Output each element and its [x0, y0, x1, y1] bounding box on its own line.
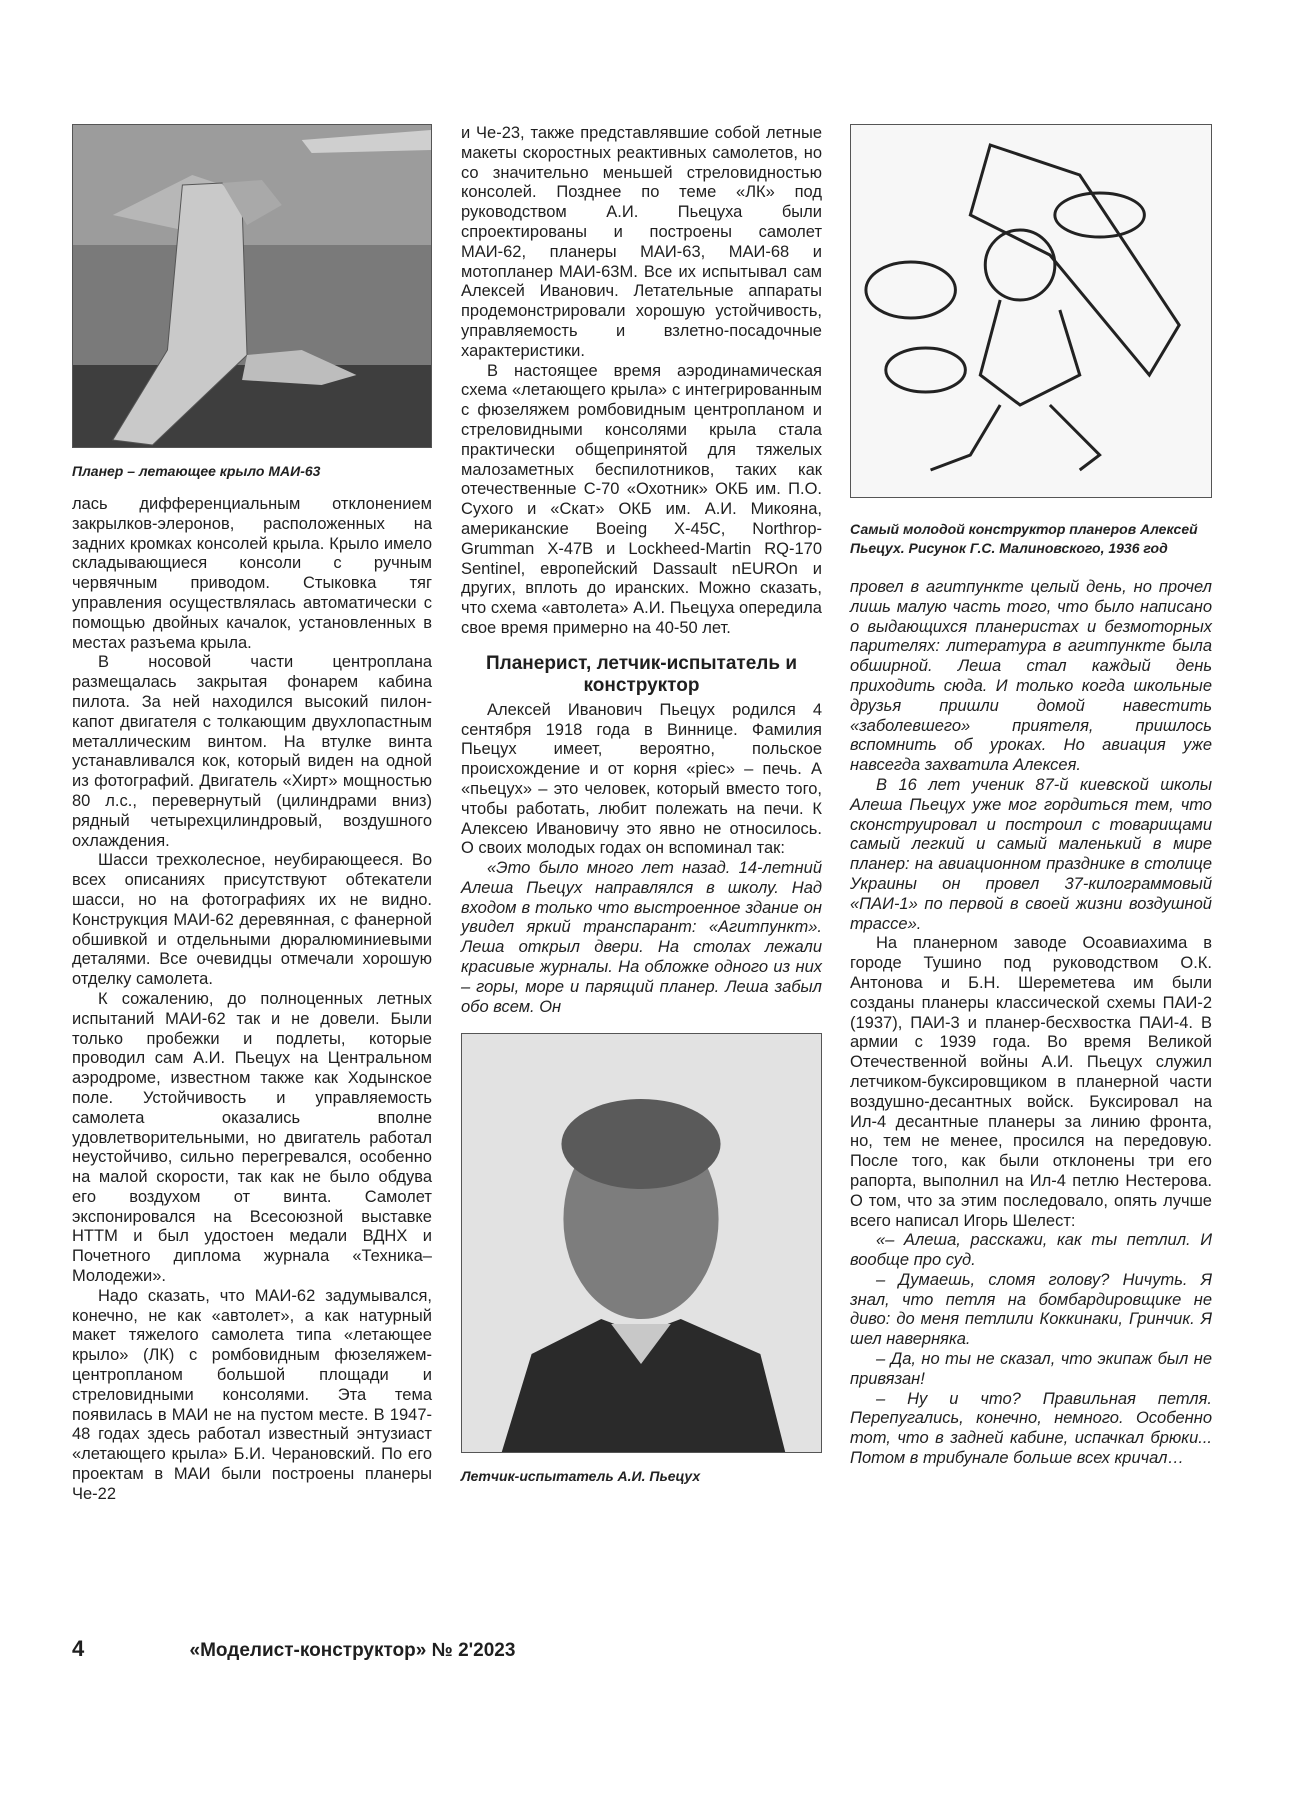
dialog-line: – Да, но ты не сказал, что экипаж был не привязан!: [850, 1350, 1212, 1388]
column-1: [72, 124, 432, 1505]
paragraph: В настоящее время аэродинамическая схема «летающего крыла» с интегрированным с фюзеляжем ромбовидным центропланом и стреловидными консолями крыла стала практически общепринятой для тяжелых малозаметных беспилотников, таких как отечественные С-70 «Охотник» ОКБ им. П.О. Сухого и «Скат» ОКБ им. А.И. Микояна, американские Boeing X-45C, Northrop-Grumman X-47B и Lockheed-Martin RQ-170 Sentinel, европейский Dassault nEUROn и других, вплоть до иранских. Можно сказать, что схема «автолета» А.И. Пьецуха опередила свое время примерно на 40-50 лет.: [461, 361, 822, 637]
paragraph: К сожалению, до полноценных летных испытаний МАИ-62 так и не довели. Были только пробежки и подлеты, которые проводил сам А.И. Пьецух на Центральном аэродроме, известном также как Ходынское поле. Устойчивость и управляемость самолета оказались вполне удовлетворительными, но двигатель работал неустойчиво, сильно перегревался, особенно на малой скорости, так как не было обдува его воздухом от винта. Самолет экспонировался на Всесоюзной выставке НТТМ и был удостоен медали ВДНХ и Почетного диплома журнала «Техника–Молодежи».: [72, 989, 432, 1286]
drawing-sketch: [851, 125, 1211, 497]
paragraph: На планерном заводе Осоавиахима в городе Тушино под руководством О.К. Антонова и Б.Н. Шереметева им были созданы планеры классической схемы ПАИ-2 (1937), ПАИ-3 и планер-бесхвостка ПАИ-4. В армии с 1939 года. Во время Великой Отечественной войны А.И. Пьецух служил летчиком-буксировщиком в планерной части воздушно-десантных войск. Буксировал на Ил-4 десантные планеры за линию фронта, но, тем не менее, просился на передовую. После того, как были отклонены три его рапорта, выполнил на Ил-4 петлю Нестерова. О том, что за этим последовало, опять лучше всего написал Игорь Шелест:: [850, 934, 1212, 1230]
column-2-quote: [461, 859, 822, 1017]
portrait-caption: Летчик-испытатель А.И. Пьецух: [461, 1468, 701, 1485]
paragraph: лась дифференциальным отклонением закрылков-элеронов, расположенных на задних кромках консолей крыла. Крыло имело складывающиеся консоли с ручным червячным приводом. Стыковка тяг управления осуществлялась автоматически с помощью двойных качалок, установленных в местах разъема крыла.: [72, 495, 432, 652]
glider-photo-image: [73, 125, 431, 447]
quote-paragraph: «Это было много лет назад. 14-летний Алеша Пьецух направлялся в школу. Над входом в только что выстроенное здание он увидел яркий транспарант: «Агитпункт». Леша открыл двери. На столах лежали красивые журналы. На обложке одного из них – горы, море и парящий планер. Леша забыл обо всем. Он: [461, 859, 822, 1016]
dialog-line: – Думаешь, сломя голову? Ничуть. Я знал, что петля на бомбардировщике не диво: до меня петлили Коккинаки, Гринчик. Я шел наверняка.: [850, 1270, 1212, 1349]
portrait-photo: [461, 1033, 822, 1453]
magazine-title: «Моделист-конструктор» № 2'2023: [189, 1640, 516, 1661]
paragraph: и Че-23, также представлявшие собой летные макеты скоростных реактивных самолетов, но со значительно меньшей стреловидностью консолей. Позднее по теме «ЛК» под руководством А.И. Пьецуха были спроектированы и построены самолет МАИ-62, планеры МАИ-63, МАИ-68 и мотопланер МАИ-63М. Все их испытывал сам Алексей Иванович. Летательные аппараты продемонстрировали хорошую устойчивость, управляемость и взлетно-посадочные характеристики.: [461, 124, 822, 360]
column-3-dialog: [850, 1231, 1212, 1469]
paragraph: Алексей Иванович Пьецух родился 4 сентября 1918 года в Виннице. Фамилия Пьецух имеет, вероятно, польское происхождение и от корня «piec» – печь. А «пьецух» – это человек, который вместо того, чтобы работать, любит полежать на печи. К Алексею Ивановичу это явно не относилось. О своих молодых годах он вспоминал так:: [461, 700, 822, 858]
quote-paragraph: провел в агитпункте целый день, но прочел лишь малую часть того, что было написано о выдающихся планеристах и безмоторных парителях: литература в агитпункте была обширной. Леша стал каждый день приходить сюда. И только когда школьные друзья пришли домой навестить «заболевшего» приятеля, пришлось вспомнить об уроках. Но авиация уже навсегда захватила Алексея.: [850, 578, 1212, 775]
quote-paragraph: В 16 лет ученик 87-й киевской школы Алеша Пьецух уже мог гордиться тем, что сконструировал и построил с товарищами самый легкий и самый маленький в мире планер: на авиационном празднике в столице Украины он провел 37-килограммовый «ПАИ-1» по первой в своей жизни воздушной трассе».: [850, 775, 1212, 933]
column-2-bio: [461, 701, 822, 859]
column-3-text: [850, 934, 1212, 1231]
page-footer: [72, 1636, 772, 1662]
dialog-line: – Ну и что? Правильная петля. Перепугались, конечно, немного. Особенно тот, что в задней кабине, испачкал брюки... Потом в трибунале больше всех кричал…: [850, 1389, 1212, 1468]
column-3-quote: [850, 578, 1212, 934]
page-number: 4: [72, 1636, 85, 1661]
drawing-image: [850, 124, 1212, 498]
paragraph: Шасси трехколесное, неубирающееся. Во всех описаниях присутствуют обтекатели шасси, но на фотографиях их не видно. Конструкция МАИ-62 деревянная, с фанерной обшивкой и отдельными дюралюминиевыми деталями. Все очевидцы отмечали хорошую отделку самолета.: [72, 851, 432, 989]
portrait-photo-image: [462, 1034, 821, 1452]
column-2: [461, 124, 822, 1500]
column-1-text: [72, 495, 432, 1505]
paragraph: В носовой части центроплана размещалась закрытая фонарем кабина пилота. За ней находился высокий пилон-капот двигателя с толкающим двухлопастным металлическим винтом. На втулке винта устанавливался кок, который виден на одной из фотографий. Двигатель «Хирт» мощностью 80 л.с., перевернутый (цилиндрами вниз) рядный четырехцилиндровый, воздушного охлаждения.: [72, 653, 432, 850]
dialog-line: «– Алеша, расскажи, как ты петлил. И вообще про суд.: [850, 1231, 1212, 1270]
section-heading: Планерист, летчик-испытатель и конструктор: [485, 652, 797, 696]
glider-photo: [72, 124, 432, 448]
drawing-caption: Самый молодой конструктор планеров Алексей Пьецух. Рисунок Г.С. Малиновского, 1936 год: [850, 521, 1198, 556]
paragraph: Надо сказать, что МАИ-62 задумывался, конечно, не как «автолет», а как натурный макет тяжелого самолета типа «летающее крыло» (ЛК) с ромбовидным фюзеляжем-центропланом большой площади и стреловидными консолями. Эта тема появилась в МАИ не на пустом месте. В 1947-48 годах здесь работал известный энтузиаст «летающего крыла» Б.И. Черановский. По его проектам в МАИ были построены планеры Че-22: [72, 1286, 432, 1503]
column-3: [850, 124, 1212, 1469]
column-2-text: [461, 124, 822, 639]
glider-caption: Планер – летающее крыло МАИ-63: [72, 463, 321, 479]
